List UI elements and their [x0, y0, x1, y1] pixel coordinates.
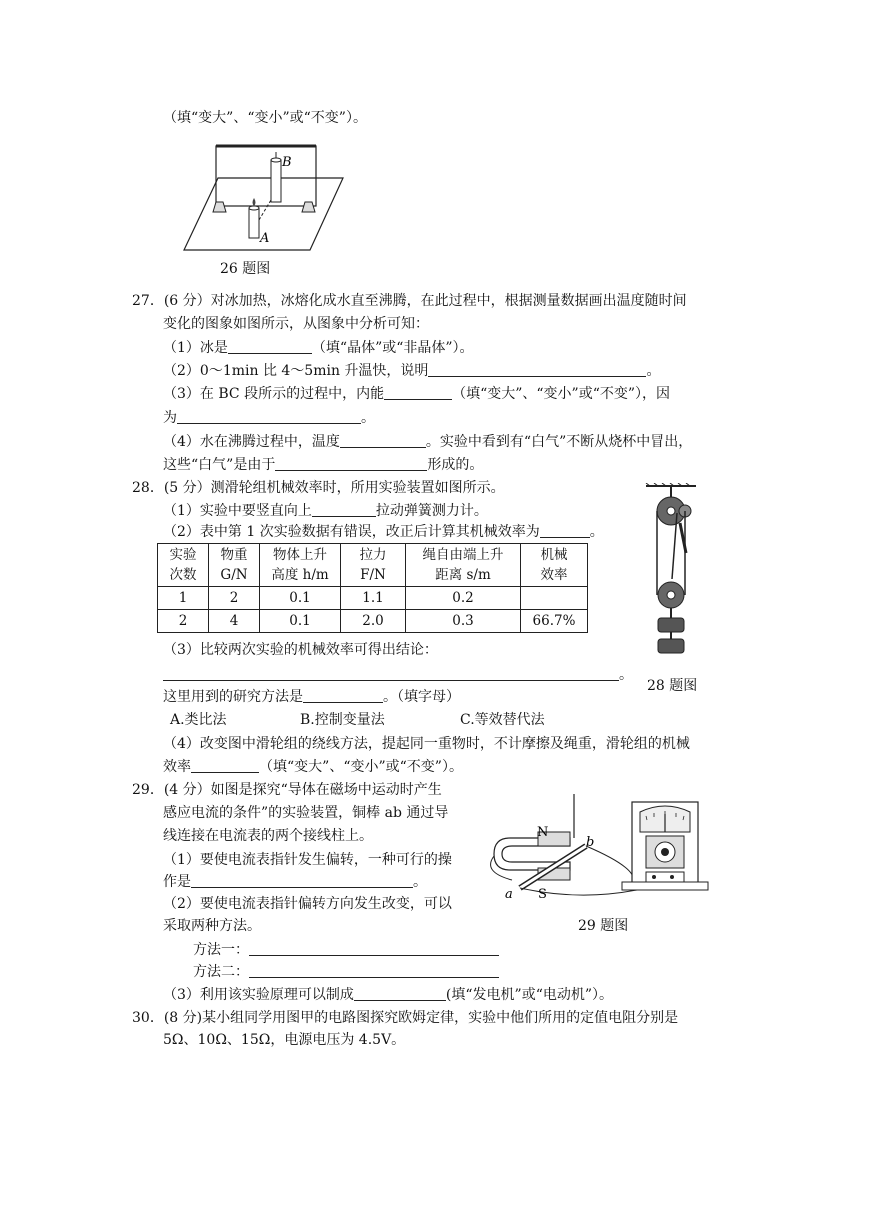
q29-intro-1: 29．(4 分）如图是探究“导体在磁场中运动时产生 — [132, 782, 442, 798]
q28-method — [163, 687, 460, 707]
q27-blank-4[interactable] — [177, 409, 361, 424]
table-cell: 0.3 — [406, 610, 521, 633]
q30-line-2: 5Ω、10Ω、15Ω，电源电压为 4.5V。 — [163, 1032, 406, 1048]
q28-p2-b: 。 — [589, 524, 604, 540]
table-cell: 66.7% — [521, 610, 588, 633]
q28-data-table — [157, 543, 588, 633]
th-force-2: F/N — [360, 567, 386, 583]
th-trial-2: 次数 — [169, 567, 197, 583]
q29-blank-1[interactable] — [191, 873, 413, 888]
q29-p1-b: 作是 — [163, 874, 191, 890]
q27-p3-a: （3）在 BC 段所示的过程中，内能 — [163, 386, 385, 402]
q27-blank-2[interactable] — [428, 362, 646, 377]
q27-p1 — [163, 338, 474, 358]
table-cell — [521, 587, 588, 610]
q29-label-a: a — [505, 887, 513, 902]
q27-p2-b: 。 — [646, 363, 661, 379]
q27-blank-3[interactable] — [384, 385, 452, 400]
q27-p2 — [163, 361, 660, 381]
q27-p4-c: 这些“白气”是由于 — [163, 457, 276, 473]
q29-blank-3[interactable] — [249, 963, 499, 978]
q29-p3 — [163, 985, 613, 1005]
q28-blank-4[interactable] — [303, 688, 383, 703]
q29-m1-label: 方法一： — [193, 942, 249, 958]
table-row — [158, 587, 588, 610]
q29-p3-b: (填“发电机”或“电动机”）。 — [445, 987, 614, 1003]
q27-p2-a: （2）0～1min 比 4～5min 升温快，说明 — [163, 363, 429, 379]
table-cell: 2.0 — [341, 610, 406, 633]
q26-label-a: A — [260, 231, 270, 246]
q28-opt-c: C.等效替代法 — [460, 712, 545, 728]
q29-p3-a: （3）利用该实验原理可以制成 — [163, 987, 354, 1003]
th-height: 物体上升 — [273, 547, 327, 563]
q27-intro-1: 27．(6 分）对冰加热，冰熔化成水直至沸腾，在此过程中，根据测量数据画出温度随时间 — [132, 293, 687, 309]
q27-p4-d: 形成的。 — [427, 457, 484, 473]
q29-m1 — [193, 940, 499, 960]
q30-line-1: 30．(8 分)某小组同学用图甲的电路图探究欧姆定律，实验中他们所用的定值电阻分别是 — [132, 1010, 679, 1026]
q27-intro-2: 变化的图象如图所示，从图象中分析可知： — [163, 316, 429, 332]
q27-p3-b: （填“变大”、“变小”或“不变”），因 — [452, 386, 671, 402]
q27-p3 — [163, 384, 670, 404]
q29-caption: 29 题图 — [578, 918, 629, 934]
q29-m2 — [193, 962, 499, 982]
q28-blank-2[interactable] — [540, 523, 590, 538]
table-cell: 0.2 — [406, 587, 521, 610]
q27-p3-d: 。 — [361, 410, 375, 426]
q28-p2 — [163, 522, 604, 542]
q29-intro-3: 线连接在电流表的两个接线柱上。 — [163, 828, 373, 844]
q27-p1-b: （填“晶体”或“非晶体”）。 — [311, 340, 474, 356]
q28-p3-end: 。 — [619, 667, 633, 683]
q28-method-b: 。（填字母） — [383, 689, 460, 705]
q28-p4 — [163, 757, 463, 777]
q27-p4 — [163, 432, 692, 452]
th-efficiency: 机械 — [540, 547, 568, 563]
table-cell: 0.1 — [260, 610, 341, 633]
q27-p4-cont — [163, 455, 483, 475]
table-cell: 1 — [158, 587, 209, 610]
q28-opt-b: B.控制变量法 — [300, 712, 385, 728]
q28-blank-5[interactable] — [191, 758, 259, 773]
table-cell: 2 — [209, 587, 260, 610]
q28-p1-a: （1）实验中要竖直向上 — [163, 503, 312, 519]
q28-p3: （3）比较两次实验的机械效率可得出结论： — [163, 642, 438, 658]
q29-p1 — [163, 872, 427, 892]
th-weight: 物重 — [220, 547, 248, 563]
table-cell: 4 — [209, 610, 260, 633]
q29-intro-2: 感应电流的条件”的实验装置，铜棒 ab 通过导 — [163, 805, 449, 821]
q28-blank-3[interactable] — [163, 666, 619, 681]
table-row — [158, 610, 588, 633]
q26-caption: 26 题图 — [220, 261, 271, 277]
q29-p2-b: 采取两种方法。 — [163, 918, 261, 934]
q27-blank-6[interactable] — [275, 456, 427, 471]
q27-blank-5[interactable] — [340, 433, 426, 448]
q26-figure-candles-plane-mirror — [178, 140, 350, 258]
th-distance: 绳自由端上升 — [422, 547, 504, 563]
th-height-2: 高度 h/m — [271, 567, 329, 583]
q29-blank-4[interactable] — [354, 986, 446, 1001]
q28-p1-b: 拉动弹簧测力计。 — [375, 503, 488, 519]
q28-opt-a: A.类比法 — [170, 712, 227, 728]
q28-p3-line — [163, 665, 633, 685]
q28-p1 — [163, 501, 488, 521]
q28-blank-1[interactable] — [312, 502, 376, 517]
q27-p3-cont — [163, 408, 375, 428]
q29-p2-a: （2）要使电流表指针偏转方向发生改变，可以 — [163, 896, 452, 912]
q27-p1-a: （1）冰是 — [163, 340, 228, 356]
q28-p4-c: （填“变大”、“变小”或“不变”）。 — [259, 759, 463, 775]
q28-caption: 28 题图 — [647, 678, 698, 694]
th-weight-2: G/N — [220, 567, 248, 583]
q29-label-b: b — [586, 835, 595, 850]
q26-fill-line: （填“变大”、“变小”或“不变”）。 — [163, 110, 367, 126]
th-force: 拉力 — [359, 547, 387, 563]
table-cell: 0.1 — [260, 587, 341, 610]
q28-p4-a: （4）改变图中滑轮组的绕线方法，提起同一重物时，不计摩擦及绳重，滑轮组的机械 — [163, 736, 690, 752]
q29-m2-label: 方法二： — [193, 964, 249, 980]
q29-p1-a: （1）要使电流表指针发生偏转，一种可行的操 — [163, 852, 452, 868]
q29-label-n: N — [537, 825, 549, 840]
q27-p3-c: 为 — [163, 410, 177, 426]
table-cell: 2 — [158, 610, 209, 633]
q28-figure-pulley — [642, 483, 700, 665]
q27-blank-1[interactable] — [228, 339, 312, 354]
q29-label-s: S — [538, 887, 547, 902]
q27-p4-b: 。实验中看到有“白气”不断从烧杯中冒出， — [425, 434, 693, 450]
q29-p1-c: 。 — [413, 874, 427, 890]
q28-method-a: 这里用到的研究方法是 — [163, 689, 303, 705]
table-cell: 1.1 — [341, 587, 406, 610]
q26-label-b: B — [282, 155, 292, 170]
th-efficiency-2: 效率 — [540, 567, 568, 583]
q29-figure-induction — [482, 792, 712, 910]
q29-blank-2[interactable] — [249, 941, 499, 956]
table-header-row — [158, 544, 588, 587]
q28-intro: 28．(5 分）测滑轮组机械效率时，所用实验装置如图所示。 — [132, 480, 505, 496]
q28-p4-b: 效率 — [163, 759, 191, 775]
th-distance-2: 距离 s/m — [435, 567, 491, 583]
q27-p4-a: （4）水在沸腾过程中，温度 — [163, 434, 340, 450]
q28-p2-a: （2）表中第 1 次实验数据有错误，改正后计算其机械效率为 — [163, 524, 540, 540]
th-trial: 实验 — [169, 547, 197, 563]
